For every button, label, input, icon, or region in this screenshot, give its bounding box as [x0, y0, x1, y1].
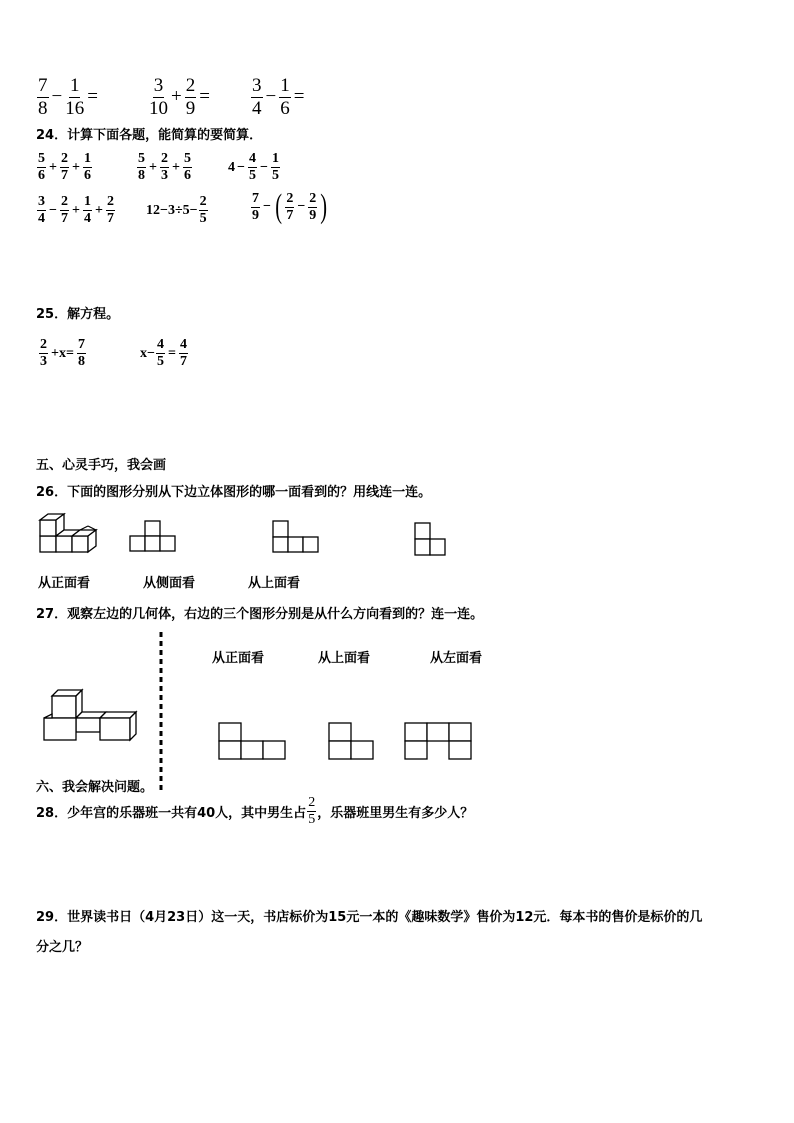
- question-27-title: 27．观察左边的几何体，右边的三个图形分别是从什么方向看到的？连一连。: [36, 607, 484, 622]
- q27-view-top: [328, 722, 378, 762]
- q24-expr-5: 12−3÷5− $\frac{2}{5}$: [146, 194, 207, 226]
- expression-2: $\frac{3}{10}$ + $\frac{2}{9}$ =: [149, 75, 210, 119]
- q24-expr-2: $\frac{5}{8}$ + $\frac{2}{3}$ + $\frac{5}{6}$: [138, 151, 191, 183]
- fraction: $\frac{3}{10}$: [149, 75, 168, 119]
- q27-label-left: 从左面看: [430, 651, 483, 666]
- view-shape-2: [272, 520, 320, 554]
- fraction: $\frac{7}{8}$: [38, 75, 48, 119]
- q24-expr-1: $\frac{5}{6}$ + $\frac{2}{7}$ + $\frac{1}{6}$: [38, 151, 91, 183]
- label-top-view: 从上面看: [248, 576, 301, 591]
- solid-figure-26: [38, 512, 102, 556]
- fraction: $\frac{1}{16}$: [65, 75, 85, 119]
- expression-3: $\frac{3}{4}$ − $\frac{1}{6}$ =: [252, 75, 305, 119]
- expression-1: $\frac{7}{8}$ − $\frac{1}{16}$ =: [38, 75, 98, 119]
- question-25-title: 25．解方程。: [36, 307, 120, 322]
- question-29-line-2: 分之几？: [36, 940, 89, 955]
- fraction: $\frac{2}{5}$: [308, 795, 316, 827]
- dashed-divider: [158, 632, 164, 792]
- fraction: $\frac{2}{9}$: [185, 75, 196, 119]
- fraction: $\frac{1}{6}$: [280, 75, 290, 119]
- q24-expr-6: $\frac{7}{9}$ − ( $\frac{2}{7}$ − $\frac{2}{9}$ ): [252, 188, 328, 225]
- q27-view-front: [218, 722, 290, 762]
- q24-expr-4: $\frac{3}{4}$ − $\frac{2}{7}$ + $\frac{1}{4}$ + $\frac{2}{7}$: [38, 194, 114, 226]
- q27-label-front: 从正面看: [212, 651, 265, 666]
- label-side-view: 从侧面看: [143, 576, 196, 591]
- solid-figure-27: [40, 688, 144, 748]
- q27-label-top: 从上面看: [318, 651, 371, 666]
- view-shape-1: [130, 520, 178, 554]
- question-24-title: 24．计算下面各题，能简算的要简算．: [36, 128, 263, 143]
- section-6-heading: 六、我会解决问题。: [36, 780, 154, 795]
- question-26-title: 26．下面的图形分别从下边立体图形的哪一面看到的？用线连一连。: [36, 485, 432, 500]
- fraction: $\frac{3}{4}$: [252, 75, 262, 119]
- equation-2: x− $\frac{4}{5}$ = $\frac{4}{7}$: [140, 337, 187, 369]
- view-shape-3: [414, 522, 448, 558]
- section-5-heading: 五、心灵手巧，我会画: [36, 458, 167, 473]
- q24-expr-3: 4 − $\frac{4}{5}$ − $\frac{1}{5}$: [228, 151, 279, 183]
- q27-view-left: [404, 722, 476, 762]
- question-28: 28．少年宫的乐器班一共有40人，其中男生占 $\frac{2}{5}$ ，乐器班里男生有多少人？: [36, 795, 474, 827]
- label-front-view: 从正面看: [38, 576, 91, 591]
- equation-1: $\frac{2}{3}$ +x= $\frac{7}{8}$: [40, 337, 85, 369]
- question-29-line-1: 29．世界读书日（4月23日）这一天，书店标价为15元一本的《趣味数学》售价为12元．每本书的售价是标价的几: [36, 910, 703, 925]
